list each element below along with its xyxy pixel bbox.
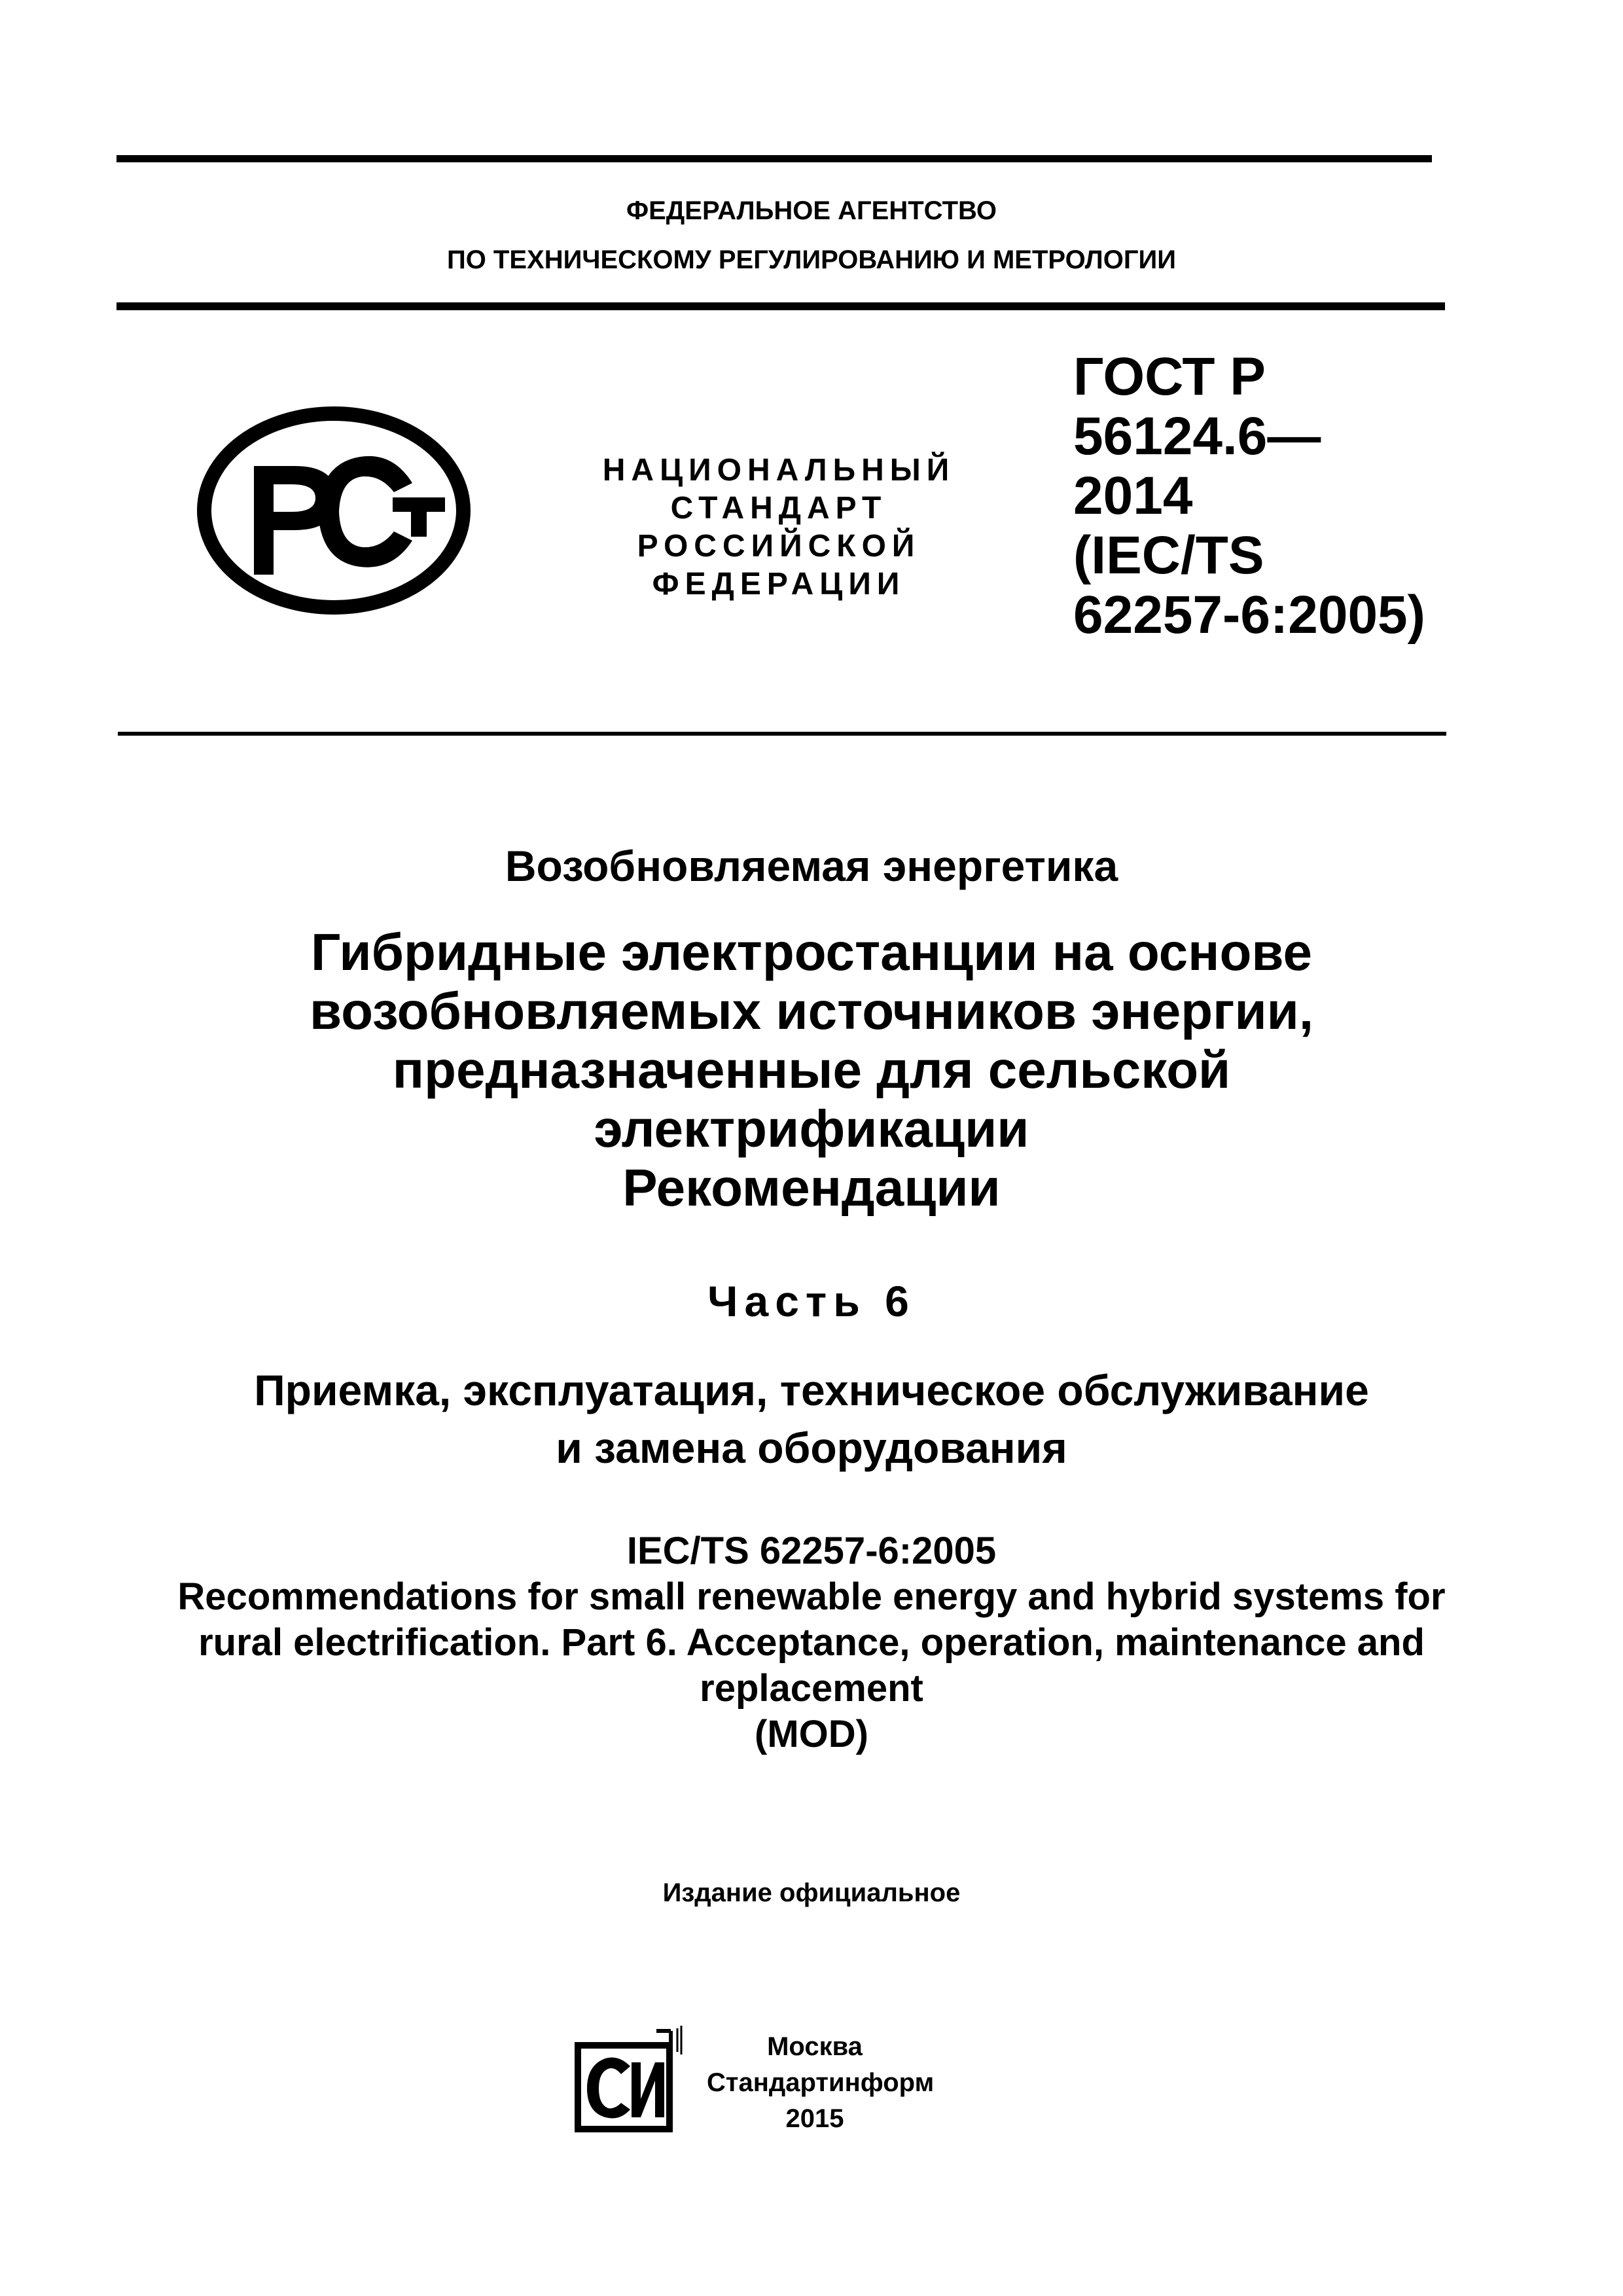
international-line: IEC/TS 62257-6:2005 — [626, 1530, 997, 1572]
title-line: электрификации — [594, 1100, 1029, 1158]
international-line: Recommendations for small renewable energy and hybrid systems for — [177, 1575, 1446, 1618]
standard-type-line: НАЦИОНАЛЬНЫЙ — [602, 453, 955, 488]
standard-designation — [1073, 347, 1425, 645]
international-line: (MOD) — [755, 1713, 868, 1755]
designation-line: (IEC/TS — [1073, 526, 1264, 585]
title-line: Гибридные электростанции на основе — [311, 923, 1312, 981]
designation-line: 2014 — [1073, 466, 1193, 526]
designation-bottom-rule — [118, 732, 1446, 736]
standard-type-line: РОССИЙСКОЙ — [637, 529, 921, 564]
publisher-city: Москва — [767, 2032, 863, 2061]
standard-type-line: ФЕДЕРАЦИИ — [652, 567, 906, 601]
international-line: rural electrification. Part 6. Acceptance, operation, maintenance and — [198, 1621, 1425, 1664]
subtitle-line: и замена оборудования — [556, 1424, 1067, 1472]
standard-type-line: СТАНДАРТ — [670, 491, 887, 526]
publisher-name: Стандартинформ — [707, 2068, 935, 2097]
designation-line: 62257-6:2005) — [1073, 585, 1425, 645]
agency-name-line-1: ФЕДЕРАЛЬНОЕ АГЕНТСТВО — [626, 196, 997, 225]
title-line: Рекомендации — [622, 1158, 1001, 1217]
rst-certification-mark-icon — [196, 406, 471, 615]
document-title — [0, 923, 1623, 1217]
title-line: возобновляемых источников энергии, — [309, 982, 1314, 1040]
edition-label: Издание официальное — [662, 1878, 961, 1907]
subtitle-line: Приемка, эксплуатация, техническое обслуживание — [254, 1366, 1369, 1414]
international-line: replacement — [700, 1667, 923, 1710]
document-subtitle — [0, 1361, 1623, 1477]
publication-year: 2015 — [785, 2104, 844, 2133]
designation-line: 56124.6— — [1073, 406, 1321, 466]
standard-type — [576, 452, 982, 603]
international-standard-reference — [0, 1528, 1623, 1757]
header-bottom-rule — [116, 302, 1445, 310]
standartinform-logo-icon — [573, 2026, 684, 2134]
publisher-info — [707, 2029, 935, 2137]
document-part: Часть 6 — [707, 1277, 916, 1325]
agency-name-line-2: ПО ТЕХНИЧЕСКОМУ РЕГУЛИРОВАНИЮ И МЕТРОЛОГИИ — [446, 245, 1177, 274]
top-rule — [116, 155, 1432, 162]
title-line: предназначенные для сельской — [392, 1041, 1231, 1099]
designation-line: ГОСТ Р — [1073, 347, 1266, 406]
document-domain: Возобновляемая энергетика — [505, 842, 1118, 890]
